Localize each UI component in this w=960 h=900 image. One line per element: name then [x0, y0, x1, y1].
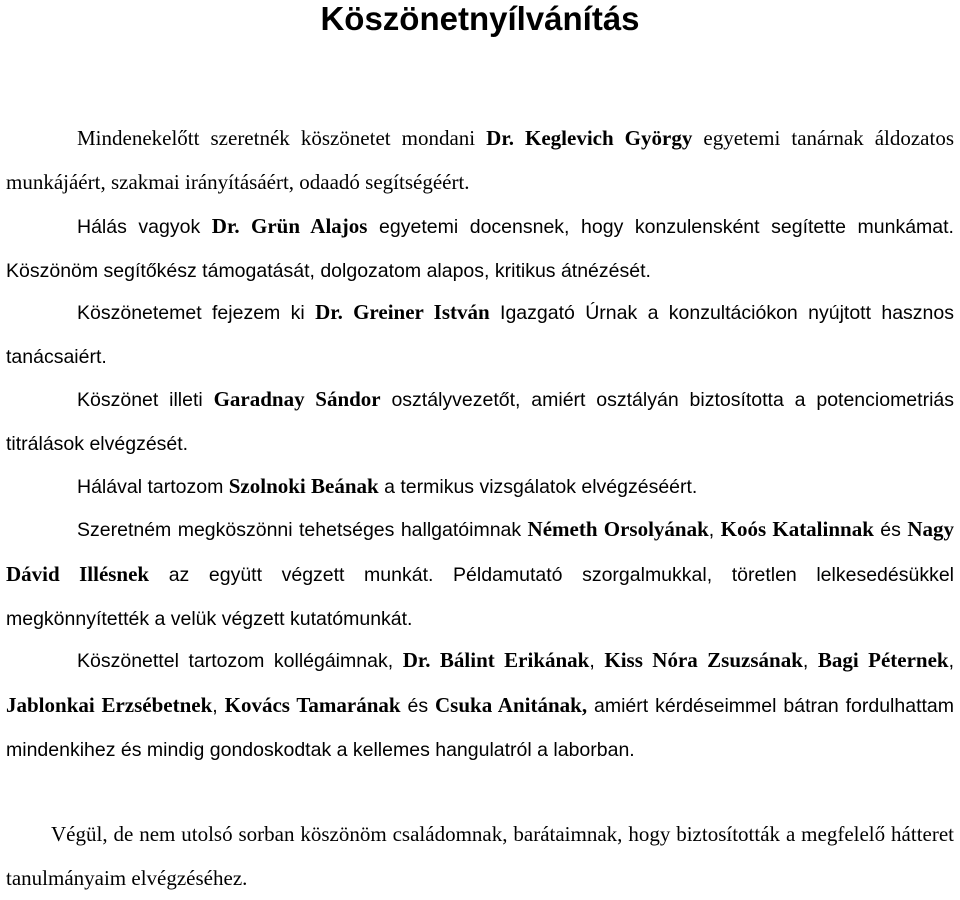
name-keglevich: Dr. Keglevich György: [486, 126, 693, 150]
name-koos: Koós Katalinnak: [720, 517, 874, 541]
name-csuka: Csuka Anitának,: [435, 693, 588, 717]
name-kiss: Kiss Nóra Zsuzsának: [604, 648, 803, 672]
paragraph-szolnoki: Hálával tartozom Szolnoki Beának a termikus vizsgálatok elvégzéséért.: [77, 474, 698, 498]
paragraph-family: Végül, de nem utolsó sorban köszönöm családomnak, barátaimnak, hogy biztosították a megfelelő hátteret tanulmányaim elvégzéséhez.: [6, 822, 954, 890]
name-nemeth: Németh Orsolyának: [527, 517, 709, 541]
paragraph-grun: Hálás vagyok Dr. Grün Alajos egyetemi docensnek, hogy konzulensként segítette munkámat. Köszönöm segítőkész támogatását, dolgozatom alapos, kritikus átnézését.: [6, 214, 954, 282]
name-nagy: Nagy Dávid Illésnek: [6, 517, 954, 586]
paragraph-garadnay: Köszönet illeti Garadnay Sándor osztályvezetőt, amiért osztályán biztosította a potenciometriás titrálások elvégzését.: [6, 387, 954, 455]
name-grun: Dr. Grün Alajos: [211, 214, 368, 238]
name-balint: Dr. Bálint Erikának: [402, 648, 590, 672]
paragraph-colleagues: Köszönettel tartozom kollégáimnak, Dr. Bálint Erikának, Kiss Nóra Zsuzsának, Bagi Péternek, Jablonkai Erzsébetnek, Kovács Tamarának és Csuka Anitának, amiért kérdéseimmel bátran fordulhattam mindenkihez és mindig gondoskodtak a kellemes hangulatról a laborban.: [6, 648, 955, 761]
paragraph-students: Szeretném megköszönni tehetséges hallgatóimnak Németh Orsolyának, Koós Katalinnak és Nagy Dávid Illésnek az együtt végzett munkát. Példamutató szorgalmukkal, töretlen lelkesedésükkel megkönnyítették a velük végzett kutatómunkát.: [6, 517, 955, 630]
paragraph-keglevich: Mindenekelőtt szeretnék köszönetet mondani Dr. Keglevich György egyetemi tanárnak áldozatos munkájáért, szakmai irányításáért, odaadó segítségéért.: [6, 126, 954, 194]
name-greiner: Dr. Greiner István: [315, 300, 490, 324]
page-title: Köszönetnyílvánítás: [320, 0, 640, 37]
name-jablonkai: Jablonkai Erzsébetnek: [6, 693, 213, 717]
name-kovacs: Kovács Tamarának: [224, 693, 401, 717]
name-garadnay: Garadnay Sándor: [213, 387, 381, 411]
name-bagi: Bagi Péternek: [817, 648, 949, 672]
name-szolnoki: Szolnoki Beának: [228, 474, 379, 498]
paragraph-greiner: Köszönetemet fejezem ki Dr. Greiner István Igazgató Úrnak a konzultációkon nyújtott hasznos tanácsaiért.: [6, 300, 954, 368]
